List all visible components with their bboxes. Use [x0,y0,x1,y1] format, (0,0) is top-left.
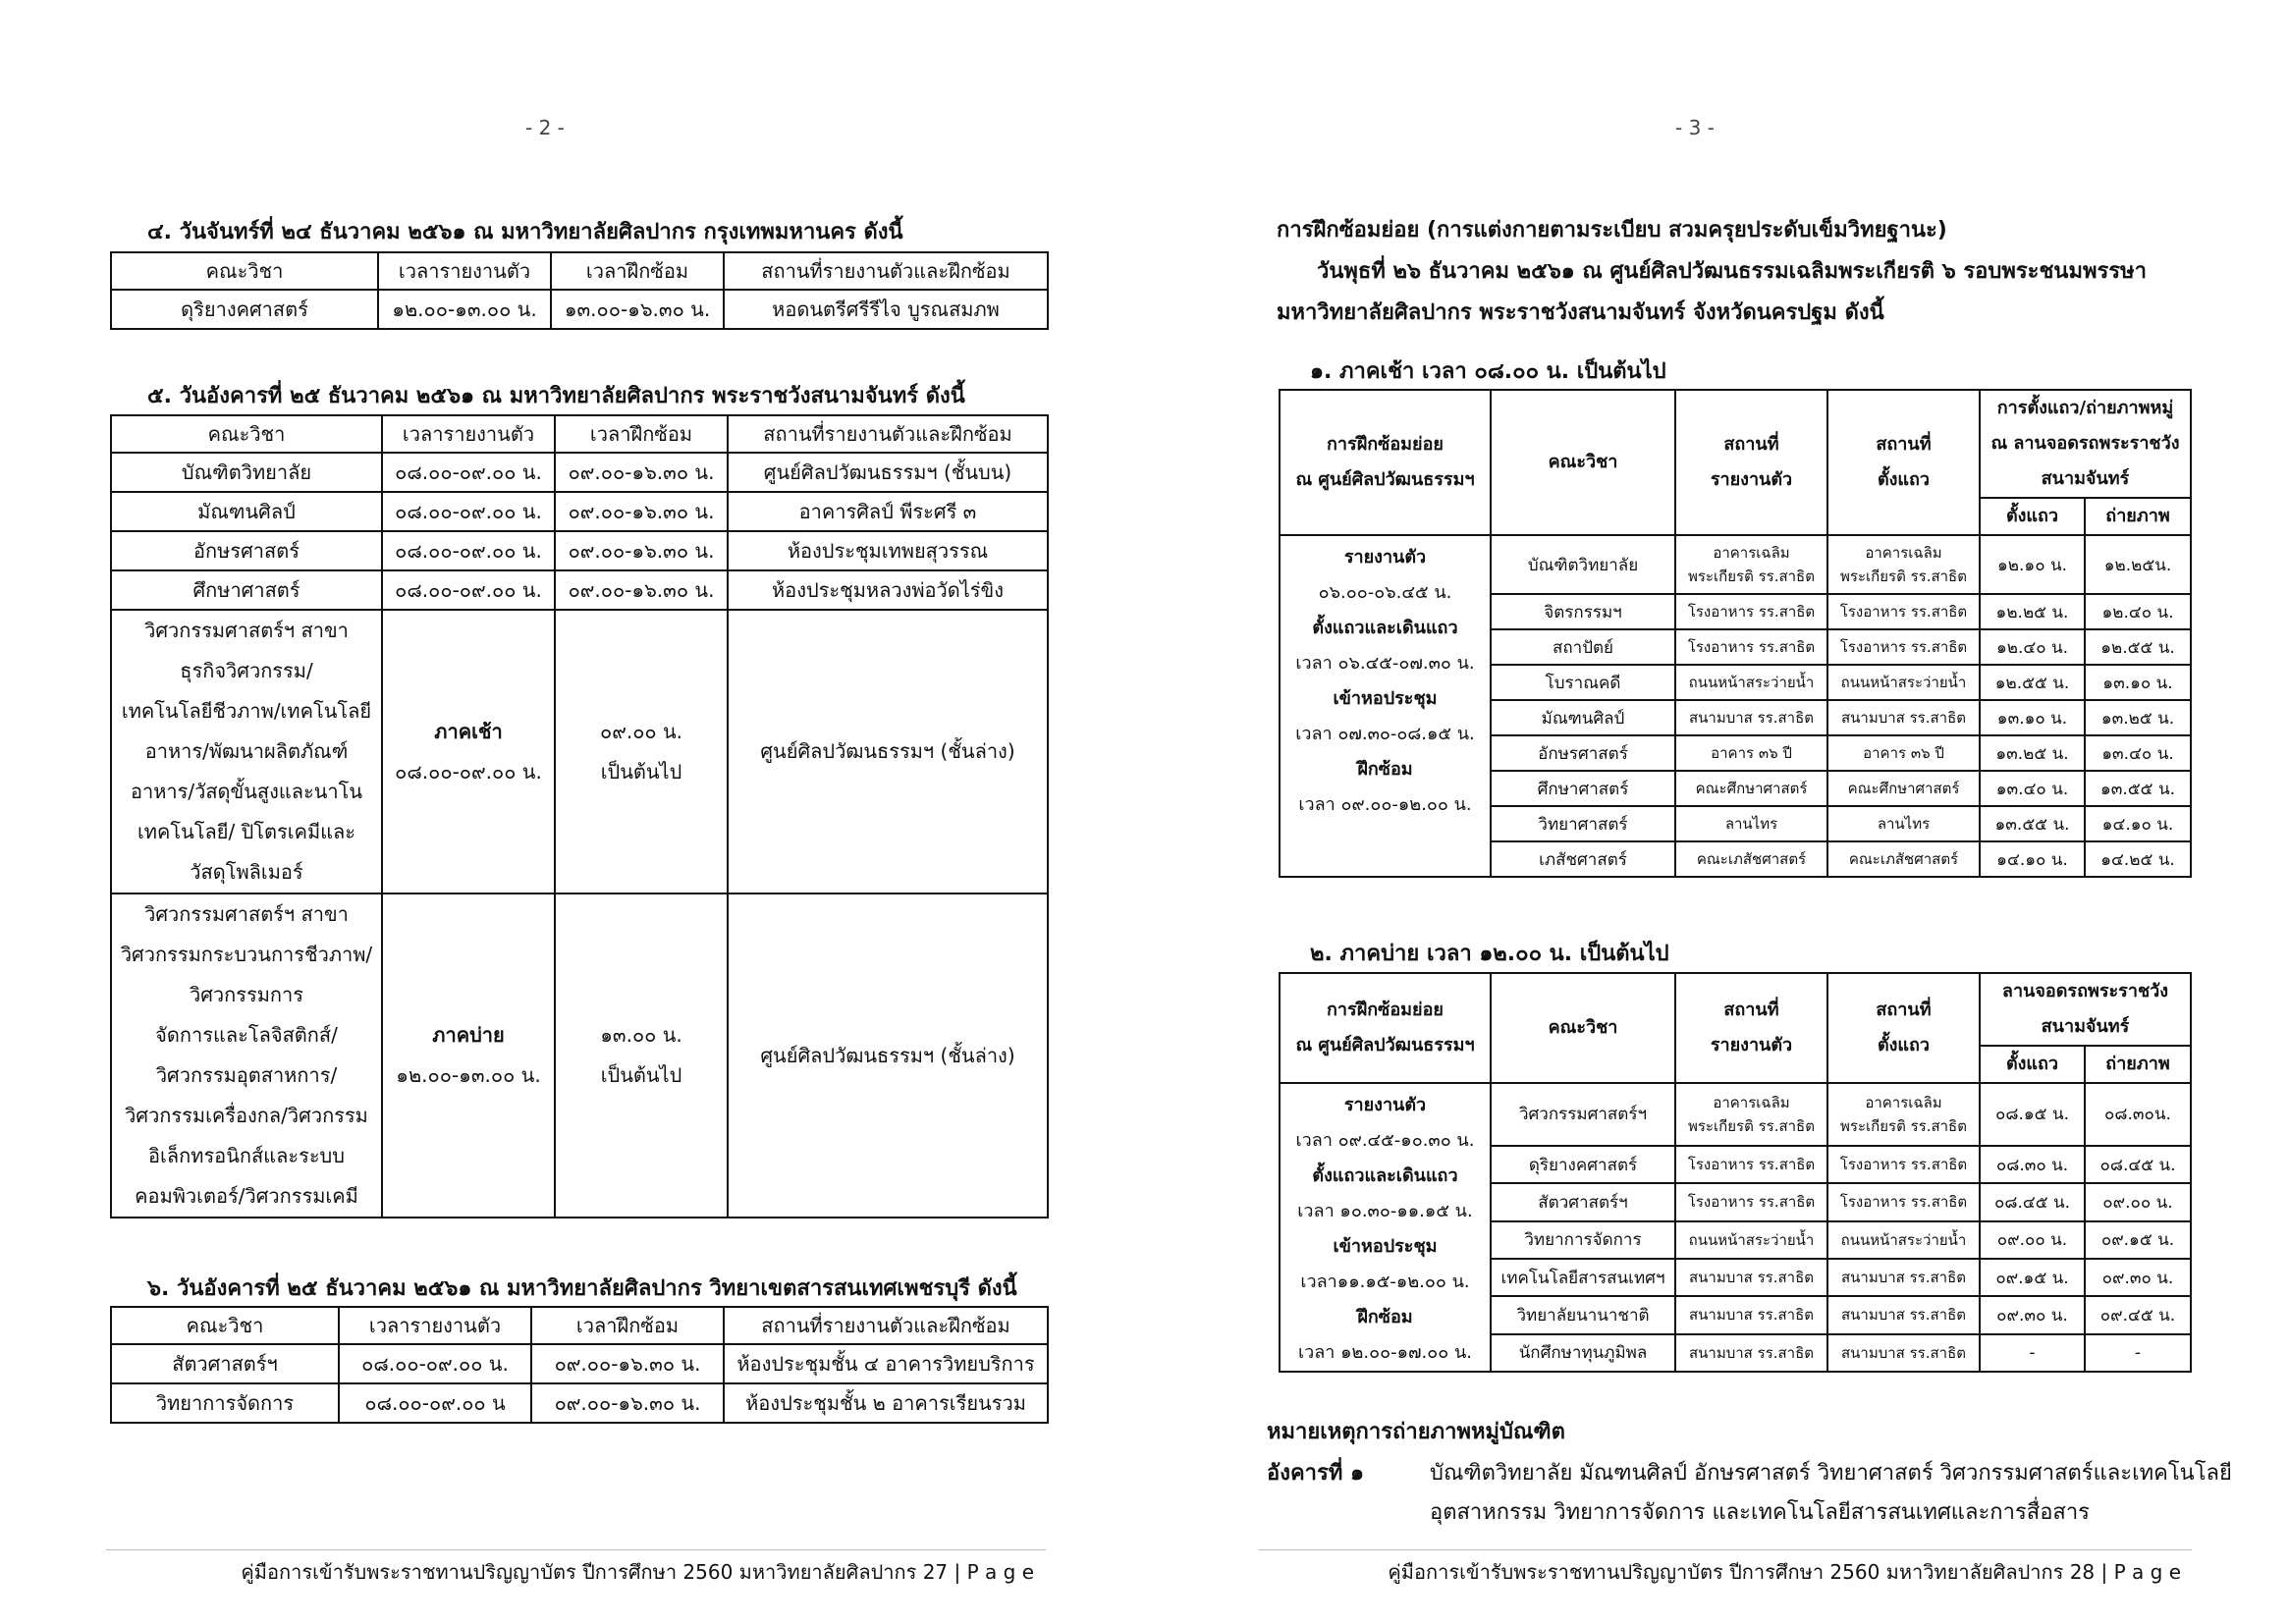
col-report-place: สถานที่ รายงานตัว [1675,390,1827,535]
cell-faculty [111,893,382,1218]
col-place: สถานที่รายงานตัวและฝึกซ้อม [724,252,1048,290]
table-header-row [111,415,1048,453]
schedule-time: เวลา ๑๐.๓๐-๑๑.๑๕ น. [1297,1201,1473,1221]
footer-divider [1259,1549,2192,1550]
schedule-time: เวลา ๐๖.๔๕-๐๗.๓๐ น. [1295,653,1475,674]
table-header-row [111,1307,1048,1344]
cell-photo: ๐๘.๓๐น. [2085,1083,2191,1146]
cell-report-time: ๑๒.๐๐-๑๓.๐๐ น. [378,290,551,329]
cell-practice-time: ๐๙.๐๐-๑๖.๓๐ น. [531,1383,724,1423]
col-faculty: คณะวิชา [1491,973,1675,1083]
schedule-label: รายงานตัว [1343,1095,1427,1115]
col-photo: ถ่ายภาพ [2085,498,2191,535]
left-page [0,0,1144,1624]
intro-title: การฝึกซ้อมย่อย (การแต่งกายตามระเบียบ สวมครุยประดับเข็มวิทยฐานะ) [1277,218,1947,243]
cell-faculty: จิตรกรรมฯ [1491,594,1675,629]
cell-photo: ๑๔.๑๐ น. [2085,806,2191,841]
session-label: ภาคบ่าย [432,1023,505,1047]
table-header-row [111,252,1048,290]
cell-report-place: ถนนหน้าสระว่ายน้ำ [1675,665,1827,700]
table-row [111,1344,1048,1383]
note-line-2: อุตสาหกรรม วิทยาการจัดการ และเทคโนโลยีสารสนเทศและการสื่อสาร [1430,1500,2090,1525]
cell-photo: ๑๓.๔๐ น. [2085,735,2191,771]
right-page [1145,0,2289,1624]
table-header-row [1280,973,2191,1046]
schedule-time: ๐๖.๐๐-๐๖.๔๕ น. [1318,582,1452,603]
cell-line-up: ๑๓.๑๐ น. [1980,700,2085,735]
cell-place: ห้องประชุมหลวงพ่อวัดไร่ขิง [728,570,1048,610]
col-faculty: คณะวิชา [111,252,378,290]
cell-report-time: ๐๘.๐๐-๐๙.๐๐ น [339,1383,531,1423]
table-row [1280,1083,2191,1146]
cell-line-up: ๐๙.๓๐ น. [1980,1296,2085,1333]
col-group-photo: ลานจอดรถพระราชวัง สนามจันทร์ [1980,973,2191,1046]
col-line-up: ตั้งแถว [1980,498,2085,535]
col-practice-time: เวลาฝึกซ้อม [531,1307,724,1344]
cell-place: ห้องประชุมชั้น ๒ อาคารเรียนรวม [724,1383,1048,1423]
intro-line-1: วันพุธที่ ๒๖ ธันวาคม ๒๕๖๑ ณ ศูนย์ศิลปวัฒนธรรมเฉลิมพระเกียรติ ๖ รอบพระชนมพรรษา [1317,259,2147,284]
col-report-time: เวลารายงานตัว [378,252,551,290]
schedule-time: เวลา๑๑.๑๕-๑๒.๐๐ น. [1300,1272,1470,1292]
cell-report-place: คณะเภสัชศาสตร์ [1675,841,1827,877]
cell-faculty: วิทยาการจัดการ [111,1383,339,1423]
table-header-row [1280,390,2191,498]
cell-line-up: ๑๒.๑๐ น. [1980,535,2085,594]
table-row [111,570,1048,610]
cell-practice-time: ๐๙.๐๐ น. เป็นต้นไป [555,610,728,893]
cell-line-up: ๑๓.๕๕ น. [1980,806,2085,841]
cell-practice-time: ๐๙.๐๐-๑๖.๓๐ น. [555,492,728,531]
cell-report-place: โรงอาหาร รร.สาธิต [1675,629,1827,665]
cell-report-place: สนามบาส รร.สาธิต [1675,1259,1827,1296]
col-place: สถานที่รายงานตัวและฝึกซ้อม [728,415,1048,453]
cell-photo: ๐๙.๐๐ น. [2085,1183,2191,1220]
table-row [111,610,1048,893]
schedule-time: เวลา ๑๒.๐๐-๑๗.๐๐ น. [1297,1342,1472,1363]
cell-line-up: ๑๔.๑๐ น. [1980,841,2085,877]
cell-line-place: โรงอาหาร รร.สาธิต [1827,1183,1980,1220]
cell-line-place: คณะศึกษาศาสตร์ [1827,771,1980,806]
cell-faculty: วิทยาการจัดการ [1491,1221,1675,1259]
col-line-place: สถานที่ ตั้งแถว [1827,973,1980,1083]
cell-faculty: ดุริยางคศาสตร์ [1491,1146,1675,1183]
cell-report-time: ๐๘.๐๐-๐๙.๐๐ น. [382,453,555,492]
page-footer: คู่มือการเข้ารับพระราชทานปริญญาบัตร ปีการศึกษา 2560 มหาวิทยาลัยศิลปากร 28 | P a g e [1388,1560,2181,1584]
session-schedule [1280,1083,1491,1372]
cell-line-place: ถนนหน้าสระว่ายน้ำ [1827,665,1980,700]
cell-faculty: วิศวกรรมศาสตร์ฯ [1491,1083,1675,1146]
cell-line-place: ถนนหน้าสระว่ายน้ำ [1827,1221,1980,1259]
section-6-table [110,1306,1049,1424]
cell-practice-time: ๐๙.๐๐-๑๖.๓๐ น. [531,1344,724,1383]
section-4-heading: ๔. วันจันทร์ที่ ๒๔ ธันวาคม ๒๕๖๑ ณ มหาวิทยาลัยศิลปากร กรุงเทพมหานคร ดังนี้ [147,220,903,244]
cell-report-place: อาคาร ๓๖ ปี [1675,735,1827,771]
cell-line-place: ลานไทร [1827,806,1980,841]
cell-line-place: สนามบาส รร.สาธิต [1827,1334,1980,1372]
schedule-label: รายงานตัว [1343,547,1427,568]
col-practice-time: เวลาฝึกซ้อม [551,252,724,290]
cell-photo: ๐๙.๓๐ น. [2085,1259,2191,1296]
cell-place: หอดนตรีศรีรีไจ บูรณสมภพ [724,290,1048,329]
schedule-label: ตั้งแถวและเดินแถว [1312,1165,1458,1186]
cell-faculty: สัตวศาสตร์ฯ [1491,1183,1675,1220]
cell-photo: ๑๒.๕๕ น. [2085,629,2191,665]
cell-faculty: ดุริยางคศาสตร์ [111,290,378,329]
cell-line-place: โรงอาหาร รร.สาธิต [1827,629,1980,665]
cell-place: ศูนย์ศิลปวัฒนธรรมฯ (ชั้นบน) [728,453,1048,492]
col-group-photo: การตั้งแถว/ถ่ายภาพหมู่ ณ ลานจอดรถพระราชวัง สนามจันทร์ [1980,390,2191,498]
cell-faculty: อักษรศาสตร์ [111,531,382,570]
table-row [111,453,1048,492]
cell-line-up: ๑๓.๒๕ น. [1980,735,2085,771]
cell-line-place: สนามบาส รร.สาธิต [1827,700,1980,735]
col-place: สถานที่รายงานตัวและฝึกซ้อม [724,1307,1048,1344]
section-4-table [110,251,1049,330]
cell-line-place: สนามบาส รร.สาธิต [1827,1296,1980,1333]
table-row [1280,535,2191,594]
cell-faculty: บัณฑิตวิทยาลัย [1491,535,1675,594]
session-schedule [1280,535,1491,877]
cell-photo: ๐๙.๑๕ น. [2085,1221,2191,1259]
cell-report-place: อาคารเฉลิม พระเกียรติ รร.สาธิต [1675,535,1827,594]
cell-line-up: ๑๒.๕๕ น. [1980,665,2085,700]
cell-report-time: ๐๘.๐๐-๐๙.๐๐ น. [339,1344,531,1383]
schedule-label: ฝึกซ้อม [1357,759,1413,780]
cell-line-place: คณะเภสัชศาสตร์ [1827,841,1980,877]
cell-line-up: ๐๘.๓๐ น. [1980,1146,2085,1183]
page-number: - 3 - [1675,116,1715,139]
cell-line-place: อาคารเฉลิม พระเกียรติ รร.สาธิต [1827,1083,1980,1146]
schedule-time: เวลา ๐๗.๓๐-๐๘.๑๕ น. [1295,724,1475,744]
cell-line-up: ๐๙.๐๐ น. [1980,1221,2085,1259]
cell-place: ห้องประชุมชั้น ๔ อาคารวิทยบริการ [724,1344,1048,1383]
cell-place: ศูนย์ศิลปวัฒนธรรมฯ (ชั้นล่าง) [728,610,1048,893]
cell-report-place: ลานไทร [1675,806,1827,841]
cell-practice-time: ๑๓.๐๐-๑๖.๓๐ น. [551,290,724,329]
cell-faculty: มัณฑนศิลป์ [1491,700,1675,735]
table-row [111,290,1048,329]
cell-photo: ๑๔.๒๕ น. [2085,841,2191,877]
cell-line-up: ๑๒.๒๕ น. [1980,594,2085,629]
cell-faculty: บัณฑิตวิทยาลัย [111,453,382,492]
cell-report-time: ๐๘.๐๐-๐๙.๐๐ น. [382,531,555,570]
col-photo: ถ่ายภาพ [2085,1046,2191,1083]
table-row [111,893,1048,1218]
cell-practice-time: ๐๙.๐๐-๑๖.๓๐ น. [555,570,728,610]
cell-faculty: ศึกษาศาสตร์ [1491,771,1675,806]
cell-report-time [382,610,555,893]
cell-photo: ๐๙.๔๕ น. [2085,1296,2191,1333]
table-row [111,1383,1048,1423]
cell-faculty: เทคโนโลยีสารสนเทศฯ [1491,1259,1675,1296]
cell-faculty: มัณฑนศิลป์ [111,492,382,531]
cell-report-place: สนามบาส รร.สาธิต [1675,1334,1827,1372]
cell-faculty: สถาปัตย์ [1491,629,1675,665]
afternoon-table [1279,972,2192,1373]
cell-photo: ๑๓.๒๕ น. [2085,700,2191,735]
cell-line-up: ๑๒.๔๐ น. [1980,629,2085,665]
footer-divider [106,1549,1046,1550]
schedule-label: ตั้งแถวและเดินแถว [1312,618,1458,638]
table-row [111,492,1048,531]
cell-line-up: ๑๓.๔๐ น. [1980,771,2085,806]
col-report-time: เวลารายงานตัว [339,1307,531,1344]
col-report-time: เวลารายงานตัว [382,415,555,453]
report-time: ๐๘.๐๐-๐๙.๐๐ น. [395,759,542,784]
col-faculty: คณะวิชา [111,1307,339,1344]
cell-faculty: วิทยาลัยนานาชาติ [1491,1296,1675,1333]
cell-line-place: สนามบาส รร.สาธิต [1827,1259,1980,1296]
cell-line-up: ๐๙.๑๕ น. [1980,1259,2085,1296]
cell-photo: - [2085,1334,2191,1372]
cell-report-place: สนามบาส รร.สาธิต [1675,700,1827,735]
cell-line-place: โรงอาหาร รร.สาธิต [1827,594,1980,629]
cell-faculty [111,610,382,893]
cell-report-place: อาคารเฉลิม พระเกียรติ รร.สาธิต [1675,1083,1827,1146]
col-line-up: ตั้งแถว [1980,1046,2085,1083]
cell-photo: ๑๒.๒๕น. [2085,535,2191,594]
report-time: ๑๒.๐๐-๑๓.๐๐ น. [396,1063,541,1087]
col-session: การฝึกซ้อมย่อย ณ ศูนย์ศิลปวัฒนธรรมฯ [1280,973,1491,1083]
cell-line-place: โรงอาหาร รร.สาธิต [1827,1146,1980,1183]
col-session: การฝึกซ้อมย่อย ณ ศูนย์ศิลปวัฒนธรรมฯ [1280,390,1491,535]
cell-report-place: โรงอาหาร รร.สาธิต [1675,1146,1827,1183]
session-label: ภาคเช้า [434,719,503,743]
cell-place: อาคารศิลป์ พีระศรี ๓ [728,492,1048,531]
cell-line-up: ๐๘.๔๕ น. [1980,1183,2085,1220]
col-faculty: คณะวิชา [111,415,382,453]
col-faculty: คณะวิชา [1491,390,1675,535]
section-5-table [110,414,1049,1218]
morning-heading: ๑. ภาคเช้า เวลา ๐๘.๐๐ น. เป็นต้นไป [1310,359,1666,384]
morning-table [1279,389,2192,878]
page-footer: คู่มือการเข้ารับพระราชทานปริญญาบัตร ปีการศึกษา 2560 มหาวิทยาลัยศิลปากร 27 | P a g e [241,1560,1034,1584]
cell-faculty: เภสัชศาสตร์ [1491,841,1675,877]
cell-report-place: ถนนหน้าสระว่ายน้ำ [1675,1221,1827,1259]
schedule-time: เวลา ๐๙.๐๐-๑๒.๐๐ น. [1298,794,1472,815]
section-6-heading: ๖. วันอังคารที่ ๒๕ ธันวาคม ๒๕๖๑ ณ มหาวิทยาลัยศิลปากร วิทยาเขตสารสนเทศเพชรบุรี ดังนี้ [147,1276,1017,1301]
page-number: - 2 - [525,116,565,139]
cell-faculty: อักษรศาสตร์ [1491,735,1675,771]
col-practice-time: เวลาฝึกซ้อม [555,415,728,453]
cell-place: ศูนย์ศิลปวัฒนธรรมฯ (ชั้นล่าง) [728,893,1048,1218]
eng-morning-faculty: วิศวกรรมศาสตร์ฯ สาขา ธุรกิจวิศวกรรม/ เทคโนโลยีชีวภาพ/เทคโนโลยี อาหาร/พัฒนาผลิตภัณฑ์ อาหาร/วัสดุขั้นสูงและนาโน เทคโนโลยี/ ปิโตรเคมีและ วัสดุโพลิเมอร์ [121,619,372,884]
cell-faculty: โบราณคดี [1491,665,1675,700]
cell-report-time [382,893,555,1218]
col-line-place: สถานที่ ตั้งแถว [1827,390,1980,535]
note-line-1: บัณฑิตวิทยาลัย มัณฑนศิลป์ อักษรศาสตร์ วิทยาศาสตร์ วิศวกรรมศาสตร์และเทคโนโลยี [1430,1461,2232,1486]
note-day: อังคารที่ ๑ [1267,1461,1364,1486]
cell-report-place: โรงอาหาร รร.สาธิต [1675,594,1827,629]
col-report-place: สถานที่ รายงานตัว [1675,973,1827,1083]
afternoon-heading: ๒. ภาคบ่าย เวลา ๑๒.๐๐ น. เป็นต้นไป [1310,942,1669,966]
cell-line-place: อาคารเฉลิม พระเกียรติ รร.สาธิต [1827,535,1980,594]
cell-place: ห้องประชุมเทพยสุวรรณ [728,531,1048,570]
section-5-heading: ๕. วันอังคารที่ ๒๕ ธันวาคม ๒๕๖๑ ณ มหาวิทยาลัยศิลปากร พระราชวังสนามจันทร์ ดังนี้ [147,384,965,408]
cell-report-place: คณะศึกษาศาสตร์ [1675,771,1827,806]
cell-report-time: ๐๘.๐๐-๐๙.๐๐ น. [382,492,555,531]
schedule-label: ฝึกซ้อม [1357,1307,1413,1327]
cell-photo: ๑๒.๔๐ น. [2085,594,2191,629]
cell-faculty: นักศึกษาทุนภูมิพล [1491,1334,1675,1372]
eng-afternoon-faculty: วิศวกรรมศาสตร์ฯ สาขา วิศวกรรมกระบวนการชีวภาพ/ วิศวกรรมการ จัดการและโลจิสติกส์/ วิศวกรรมอุตสาหการ/ วิศวกรรมเครื่องกล/วิศวกรรม อิเล็กทรอนิกส์และระบบ คอมพิวเตอร์/วิศวกรรมเคมี [120,902,373,1208]
cell-report-time: ๐๘.๐๐-๐๙.๐๐ น. [382,570,555,610]
cell-line-place: อาคาร ๓๖ ปี [1827,735,1980,771]
cell-practice-time: ๑๓.๐๐ น. เป็นต้นไป [555,893,728,1218]
table-row [111,531,1048,570]
cell-line-up: ๐๘.๑๕ น. [1980,1083,2085,1146]
schedule-label: เข้าหอประชุม [1333,688,1438,709]
cell-practice-time: ๐๙.๐๐-๑๖.๓๐ น. [555,453,728,492]
cell-report-place: สนามบาส รร.สาธิต [1675,1296,1827,1333]
schedule-label: เข้าหอประชุม [1333,1236,1438,1257]
cell-photo: ๑๓.๕๕ น. [2085,771,2191,806]
intro-line-2: มหาวิทยาลัยศิลปากร พระราชวังสนามจันทร์ จังหวัดนครปฐม ดังนี้ [1277,300,1884,325]
schedule-time: เวลา ๐๙.๔๕-๑๐.๓๐ น. [1295,1130,1475,1151]
cell-photo: ๐๘.๔๕ น. [2085,1146,2191,1183]
cell-faculty: สัตวศาสตร์ฯ [111,1344,339,1383]
cell-report-place: โรงอาหาร รร.สาธิต [1675,1183,1827,1220]
cell-faculty: ศึกษาศาสตร์ [111,570,382,610]
cell-photo: ๑๓.๑๐ น. [2085,665,2191,700]
cell-faculty: วิทยาศาสตร์ [1491,806,1675,841]
cell-practice-time: ๐๙.๐๐-๑๖.๓๐ น. [555,531,728,570]
cell-line-up: - [1980,1334,2085,1372]
note-title: หมายเหตุการถ่ายภาพหมู่บัณฑิต [1267,1420,1565,1444]
